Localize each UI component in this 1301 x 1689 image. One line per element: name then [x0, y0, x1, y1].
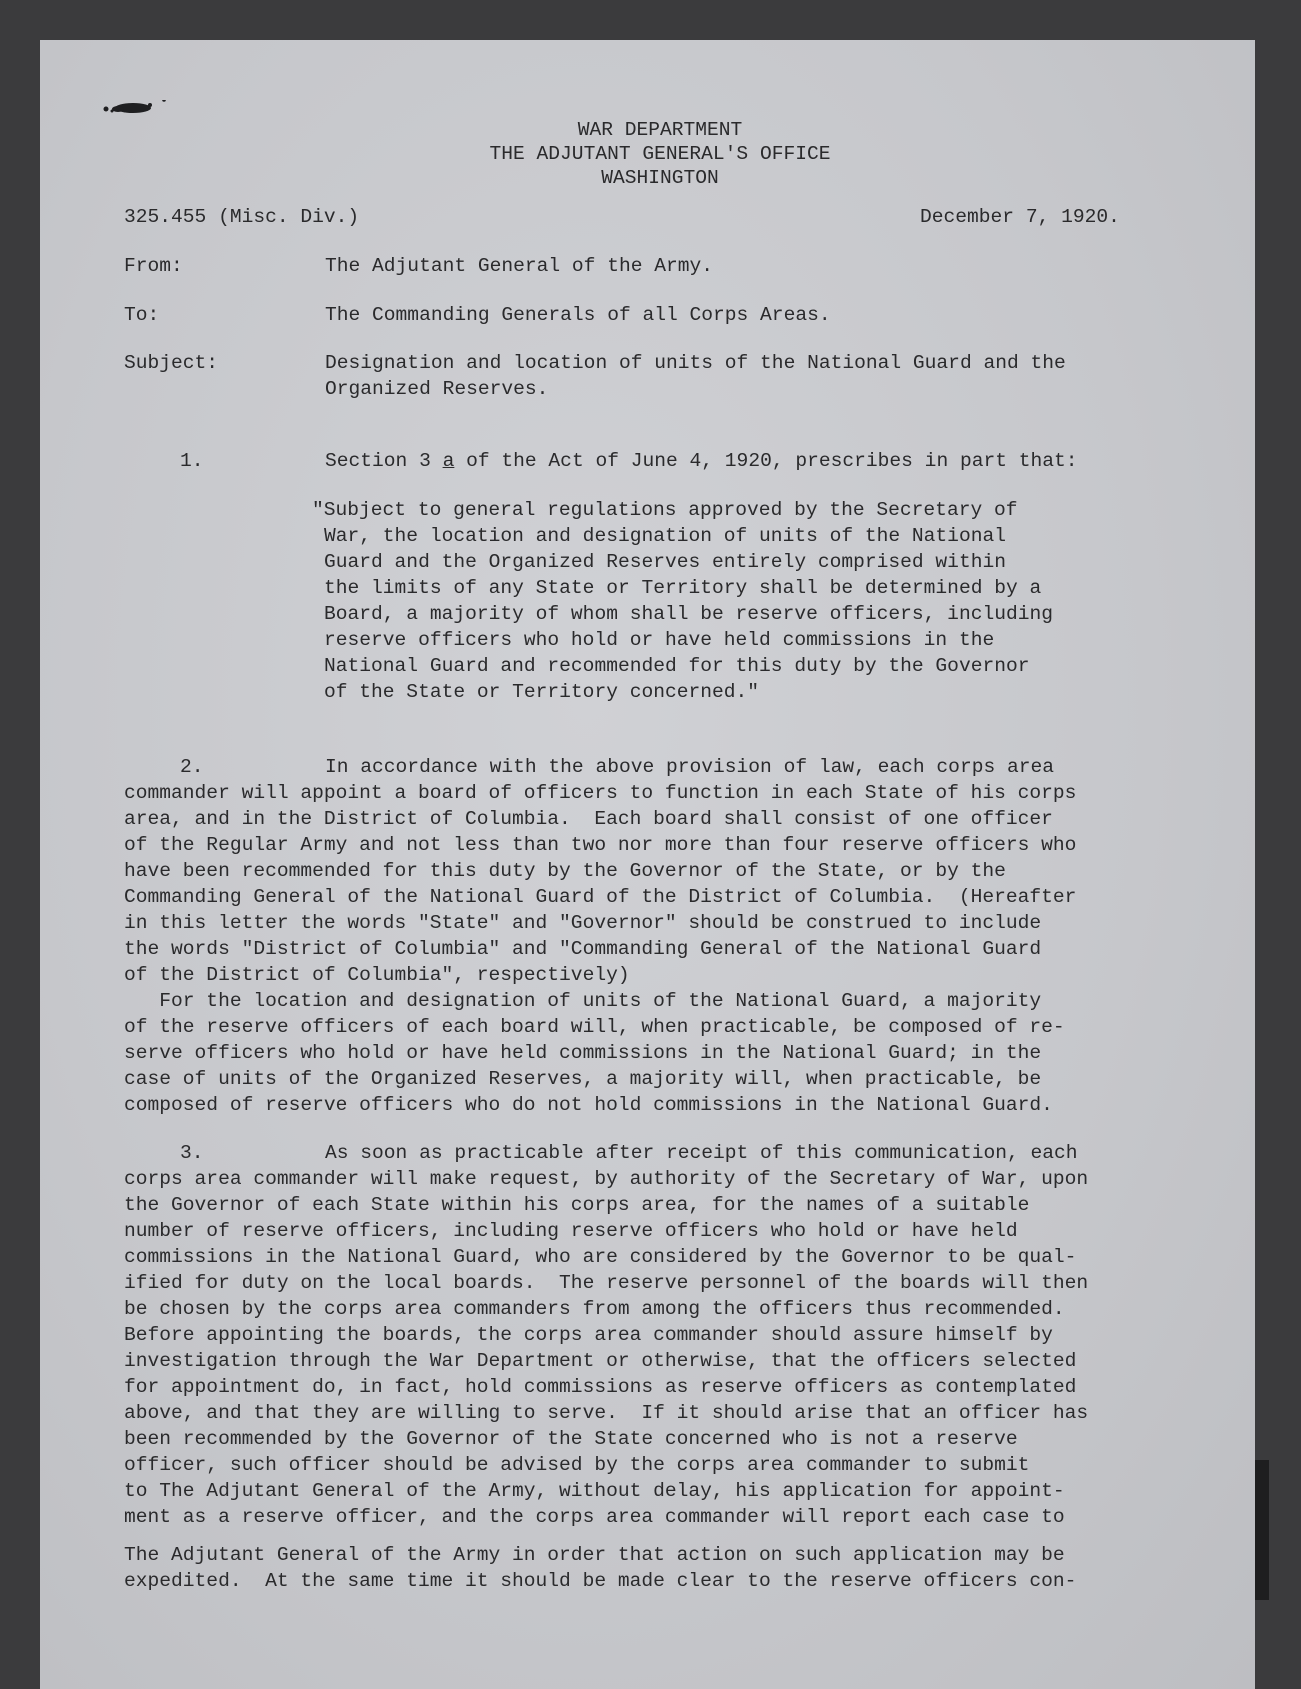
body-line: investigation through the War Department or otherwise, that the officers selected — [124, 1350, 1077, 1372]
body-line: in this letter the words "State" and "Governor" should be construed to include — [124, 912, 1042, 934]
to-value: The Commanding Generals of all Corps Areas. — [325, 304, 831, 326]
quote-line: "Subject to general regulations approved by the Secretary of — [312, 499, 1018, 521]
from-label: From: — [124, 255, 183, 277]
body-line: corps area commander will make request, by authority of the Secretary of War, upon — [124, 1168, 1089, 1190]
body-line: to The Adjutant General of the Army, without delay, his application for appoint- — [124, 1480, 1065, 1502]
letterhead — [40, 118, 1280, 190]
body-line: The Adjutant General of the Army in order that action on such application may be — [124, 1544, 1065, 1566]
body-line: case of units of the Organized Reserves, a majority will, when practicable, be — [124, 1068, 1042, 1090]
letterhead-office: THE ADJUTANT GENERAL'S OFFICE — [489, 143, 831, 165]
quote-line: Board, a majority of whom shall be reserve officers, including — [324, 603, 1054, 625]
body-line: of the Regular Army and not less than two nor more than four reserve officers who — [124, 834, 1077, 856]
to-label: To: — [124, 304, 160, 326]
quote-line: War, the location and designation of units of the National — [324, 525, 1006, 547]
body-line: commissions in the National Guard, who are considered by the Governor to be qual- — [124, 1246, 1077, 1268]
subject-line-2: Organized Reserves. — [325, 378, 549, 400]
paragraph-number-1: 1. — [180, 450, 204, 472]
body-line: for appointment do, in fact, hold commissions as reserve officers as contemplated — [124, 1376, 1077, 1398]
body-line: be chosen by the corps area commanders from among the officers thus recommended. — [124, 1298, 1065, 1320]
body-line: Before appointing the boards, the corps area commander should assure himself by — [124, 1324, 1053, 1346]
quote-line: reserve officers who hold or have held commissions in the — [324, 629, 995, 651]
body-line: of the District of Columbia", respectively) — [124, 964, 630, 986]
quote-line: National Guard and recommended for this duty by the Governor — [324, 655, 1030, 677]
intro-text-after: of the Act of June 4, 1920, prescribes in part that: — [454, 450, 1078, 472]
document-page — [40, 40, 1255, 1689]
body-line: serve officers who hold or have held commissions in the National Guard; in the — [124, 1042, 1042, 1064]
intro-subsection-letter: a — [442, 450, 455, 472]
body-line: number of reserve officers, including reserve officers who hold or have held — [124, 1220, 1018, 1242]
intro-text-before: Section 3 — [325, 450, 443, 472]
body-line: of the reserve officers of each board will, when practicable, be composed of re- — [124, 1016, 1065, 1038]
body-line: commander will appoint a board of officers to function in each State of his corps — [124, 782, 1077, 804]
paragraph-2-first-line: In accordance with the above provision of law, each corps area — [325, 756, 1055, 778]
quote-line: Guard and the Organized Reserves entirely comprised within — [324, 551, 1006, 573]
body-line: the words "District of Columbia" and "Commanding General of the National Guard — [124, 938, 1042, 960]
body-line: been recommended by the Governor of the State concerned who is not a reserve — [124, 1428, 1018, 1450]
body-line: For the location and designation of units of the National Guard, a majority — [124, 990, 1042, 1012]
paragraph-number-2: 2. — [180, 756, 204, 778]
letter-date: December 7, 1920. — [920, 206, 1120, 228]
body-line: have been recommended for this duty by the Governor of the State, or by the — [124, 860, 1006, 882]
paragraph-1-intro — [325, 448, 1078, 474]
body-line: ment as a reserve officer, and the corps area commander will report each case to — [124, 1506, 1065, 1528]
file-reference: 325.455 (Misc. Div.) — [124, 206, 360, 228]
letterhead-city: WASHINGTON — [601, 167, 719, 189]
ink-blot — [98, 100, 168, 116]
body-line: ified for duty on the local boards. The reserve personnel of the boards will then — [124, 1272, 1089, 1294]
body-line: area, and in the District of Columbia. Each board shall consist of one officer — [124, 808, 1053, 830]
body-line: above, and that they are willing to serve. If it should arise that an officer has — [124, 1402, 1089, 1424]
torn-edge-shadow — [1255, 1460, 1269, 1600]
body-line: expedited. At the same time it should be made clear to the reserve officers con- — [124, 1570, 1077, 1592]
letterhead-department: WAR DEPARTMENT — [577, 119, 743, 141]
body-line: officer, such officer should be advised by the corps area commander to submit — [124, 1454, 1030, 1476]
quote-line: the limits of any State or Territory shall be determined by a — [324, 577, 1042, 599]
paragraph-number-3: 3. — [180, 1142, 204, 1164]
subject-line-1: Designation and location of units of the National Guard and the — [325, 352, 1066, 374]
from-value: The Adjutant General of the Army. — [325, 255, 714, 277]
body-line: Commanding General of the National Guard of the District of Columbia. (Hereafter — [124, 886, 1077, 908]
quote-line: of the State or Territory concerned." — [324, 681, 760, 703]
body-line: composed of reserve officers who do not hold commissions in the National Guard. — [124, 1094, 1053, 1116]
subject-label: Subject: — [124, 352, 219, 374]
paragraph-3-first-line: As soon as practicable after receipt of this communication, each — [325, 1142, 1078, 1164]
body-line: the Governor of each State within his corps area, for the names of a suitable — [124, 1194, 1030, 1216]
